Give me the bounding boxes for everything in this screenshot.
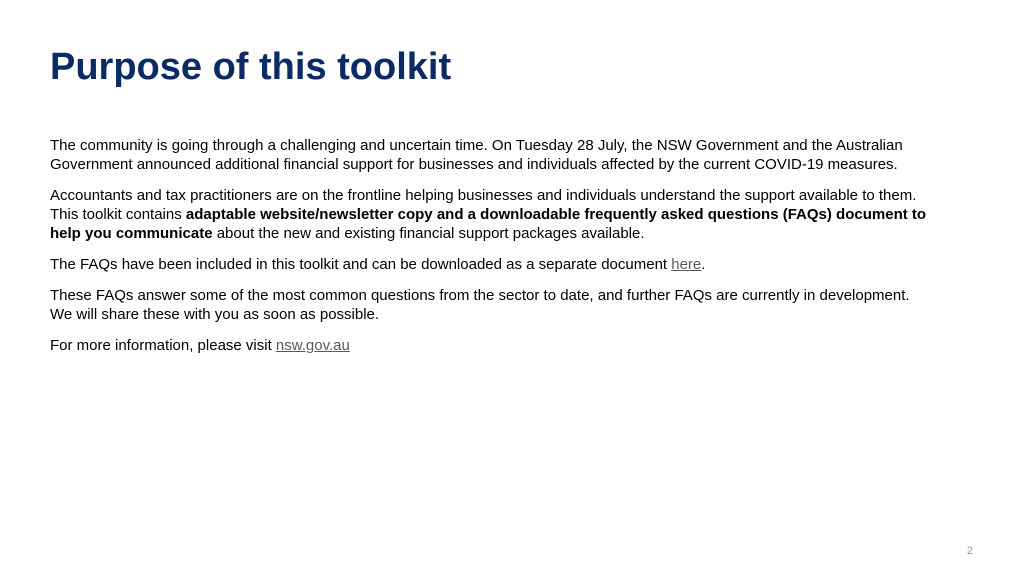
slide-body xyxy=(50,136,930,367)
paragraph-text: . xyxy=(701,256,706,273)
paragraph-text: For more information, please visit xyxy=(50,337,276,354)
nsw-gov-link[interactable]: nsw.gov.au xyxy=(275,337,350,354)
paragraph-text: Accountants and tax practitioners are on the frontline helping businesses and individuals understand the support available to them. This toolkit contains xyxy=(50,187,917,223)
page-number: 2 xyxy=(966,545,973,557)
paragraph-bold-text: adaptable website/newsletter copy and a downloadable frequently asked questions (FAQs) document to help you communicate xyxy=(50,206,927,242)
paragraph-intro: The community is going through a challenging and uncertain time. On Tuesday 28 July, the NSW Government and the Australian Government announced additional financial support for businesses and individuals affected by the current COVID-19 measures. xyxy=(50,137,903,173)
page-title: Purpose of this toolkit xyxy=(50,46,452,88)
paragraph-text: about the new and existing financial support packages available. xyxy=(212,225,645,242)
paragraph-toolkit-contents xyxy=(50,186,930,243)
paragraph-faqs-info: These FAQs answer some of the most common questions from the sector to date, and further FAQs are currently in development. We will share these with you as soon as possible. xyxy=(50,287,910,323)
paragraph-faqs-download xyxy=(50,255,930,274)
paragraph-more-info xyxy=(50,336,930,355)
here-link[interactable]: here xyxy=(671,256,702,273)
paragraph-text: The FAQs have been included in this toolkit and can be downloaded as a separate document xyxy=(50,256,672,273)
